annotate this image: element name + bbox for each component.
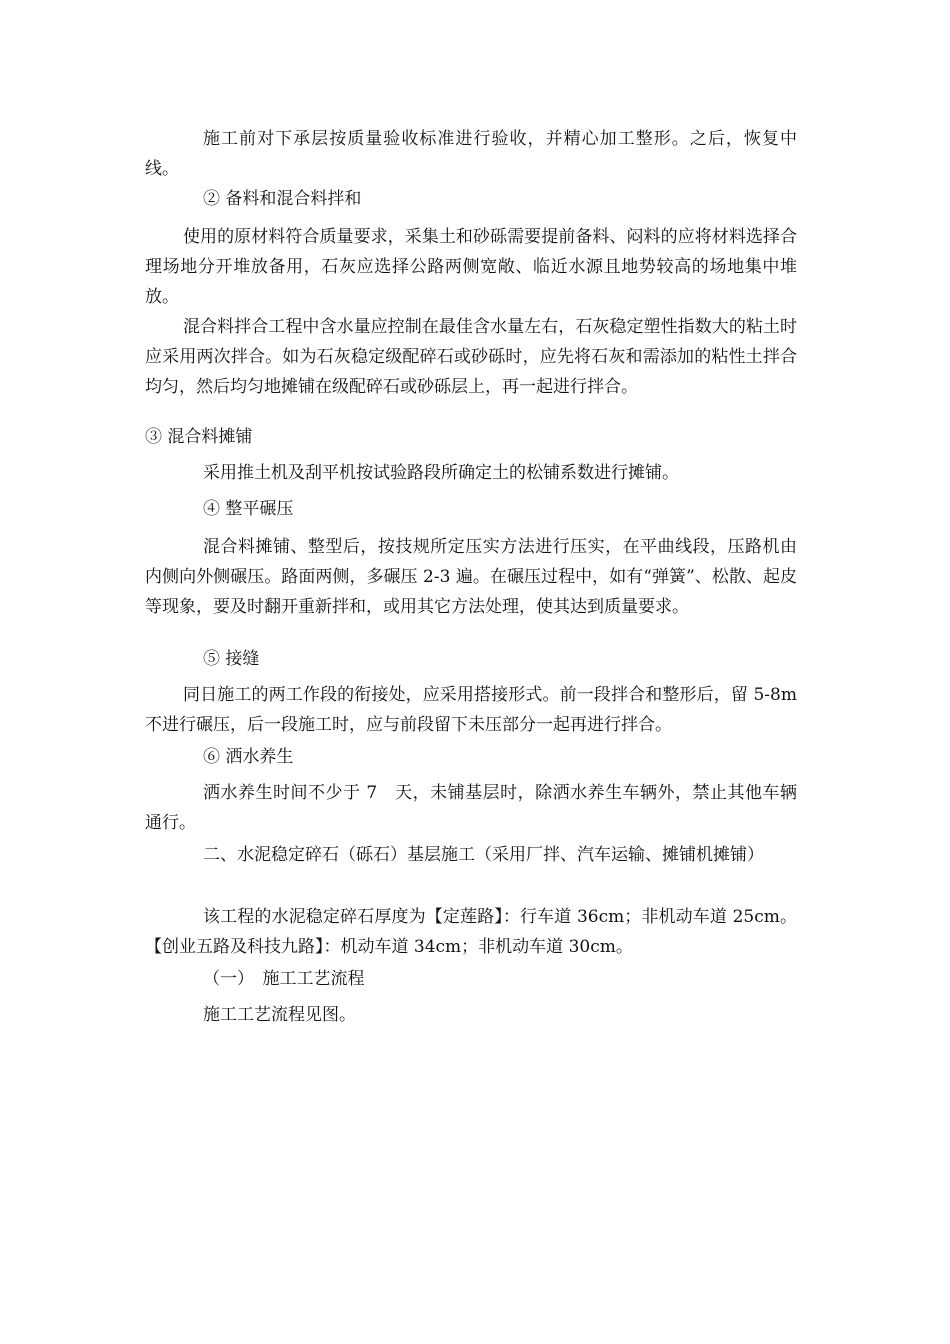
- heading-mixture-spreading: ③ 混合料摊铺: [145, 427, 253, 447]
- heading-leveling-rolling: ④ 整平碾压: [203, 499, 294, 519]
- heading-process-flow: （一） 施工工艺流程: [203, 969, 365, 989]
- heading-material-mixing: ② 备料和混合料拌和: [203, 189, 362, 209]
- heading-joints: ⑤ 接缝: [203, 649, 260, 669]
- section-title-cement-stabilized-base: 二、水泥稳定碎石（砾石）基层施工（采用厂拌、汽车运输、摊铺机摊铺）: [203, 845, 764, 865]
- heading-water-curing: ⑥ 洒水养生: [203, 747, 294, 767]
- paragraph-mixing-water-content: 混合料拌合工程中含水量应控制在最佳含水量左右，石灰稳定塑性指数大的粘土时应采用两次拌合。如为石灰稳定级配碎石或砂砾时，应先将石灰和需添加的粘性土拌合均匀，然后均匀地摊铺在级配碎石或砂砾层上，再一起进行拌合。: [145, 317, 797, 397]
- paragraph-process-flow-see-figure: 施工工艺流程见图。: [203, 1005, 356, 1025]
- paragraph-raw-materials: 使用的原材料符合质量要求，采集土和砂砾需要提前备料、闷料的应将材料选择合理场地分开堆放备用，石灰应选择公路两侧宽敞、临近水源且地势较高的场地集中堆放。: [145, 227, 797, 307]
- paragraph-joint-method: 同日施工的两工作段的衔接处，应采用搭接形式。前一段拌合和整形后，留 5-8m 不进行碾压，后一段施工时，应与前段留下未压部分一起再进行拌合。: [145, 685, 797, 735]
- paragraph-subgrade-inspection: 施工前对下承层按质量验收标准进行验收，并精心加工整形。之后，恢复中线。: [145, 129, 797, 179]
- paragraph-curing-time: 洒水养生时间不少于 7 天，未铺基层时，除洒水养生车辆外，禁止其他车辆通行。: [145, 783, 797, 833]
- paragraph-spreading-method: 采用推土机及刮平机按试验路段所确定土的松铺系数进行摊铺。: [203, 463, 679, 483]
- paragraph-base-thickness: 该工程的水泥稳定碎石厚度为【定莲路】：行车道 36cm；非机动车道 25cm。【创业五路及科技九路】：机动车道 34cm；非机动车道 30cm。: [145, 907, 797, 957]
- paragraph-compaction: 混合料摊铺、整型后，按技规所定压实方法进行压实，在平曲线段，压路机由内侧向外侧碾压。路面两侧，多碾压 2-3 遍。在碾压过程中，如有“弹簧”、松散、起皮等现象，要及时翻开重新拌和，或用其它方法处理，使其达到质量要求。: [145, 537, 797, 617]
